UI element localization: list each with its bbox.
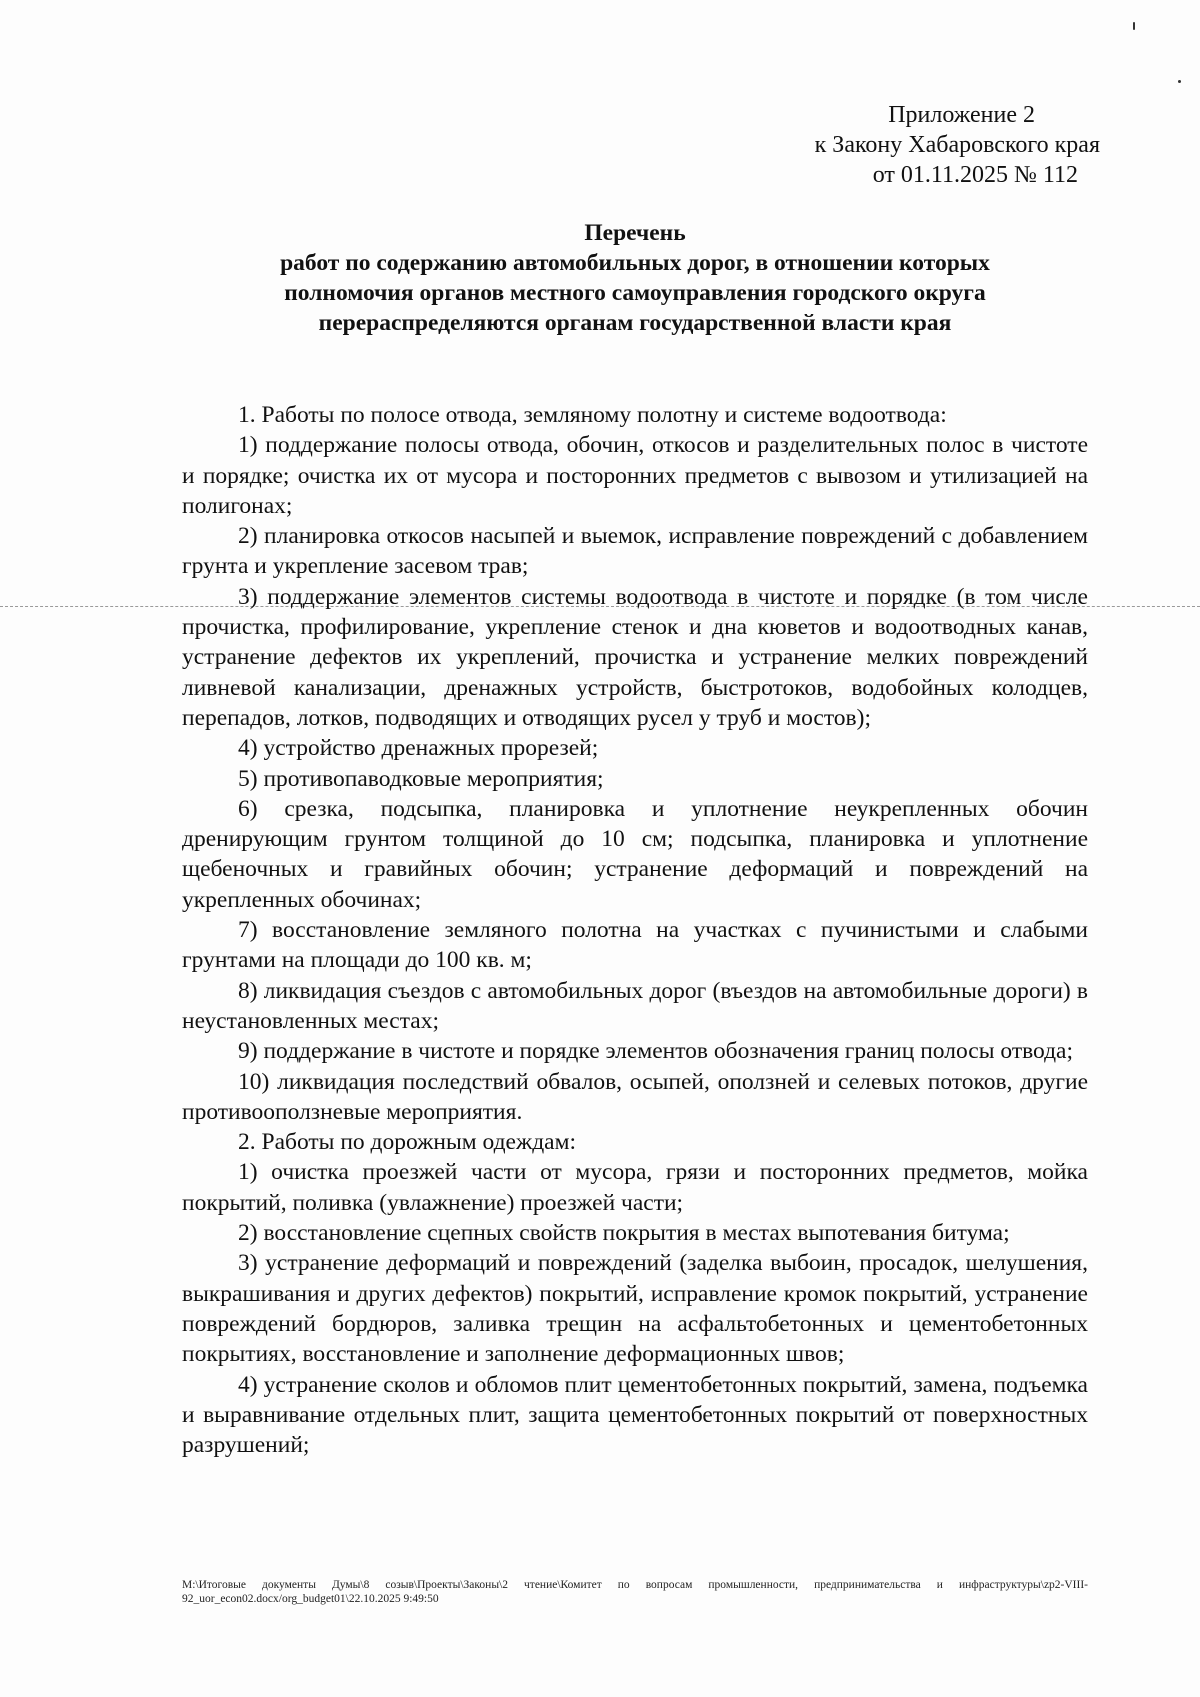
scan-speck — [1178, 80, 1181, 83]
list-item: 6) срезка, подсыпка, планировка и уплотнение неукрепленных обочин дренирующим грунтом толщиной до 10 см; подсыпка, планировка и уплотнение щебеночных и гравийных обочин; устранение деформаций и повреждений на укрепленных обочинах; — [182, 795, 1088, 913]
title-line: полномочия органов местного самоуправления городского округа — [284, 280, 986, 306]
title-line: работ по содержанию автомобильных дорог, в отношении которых — [280, 250, 990, 276]
list-item: 1) поддержание полосы отвода, обочин, откосов и разделительных полос в чистоте и порядке; очистка их от мусора и посторонних предметов с вывозом и утилизацией на полигонах; — [182, 432, 1088, 519]
section-heading: 1. Работы по полосе отвода, земляному полотну и системе водоотвода: — [238, 402, 947, 428]
title-line: перераспределяются органам государственной власти края — [318, 310, 952, 336]
document-body — [182, 400, 1088, 1460]
list-item: 10) ликвидация последствий обвалов, осыпей, оползней и селевых потоков, другие противооползневые мероприятия. — [182, 1068, 1088, 1125]
list-item: 7) восстановление земляного полотна на участках с пучинистыми и слабыми грунтами на площади до 100 кв. м; — [182, 917, 1088, 974]
list-item: 1) очистка проезжей части от мусора, грязи и посторонних предметов, мойка покрытий, поливка (увлажнение) проезжей части; — [182, 1159, 1088, 1216]
list-item: 2) планировка откосов насыпей и выемок, исправление повреждений с добавлением грунта и укрепление засевом трав; — [182, 523, 1088, 580]
list-item: 5) противопаводковые мероприятия; — [238, 765, 604, 792]
list-item: 8) ликвидация съездов с автомобильных дорог (въездов на автомобильные дороги) в неустановленных местах; — [182, 977, 1088, 1034]
section-heading: 2. Работы по дорожным одеждам: — [238, 1129, 576, 1156]
annex-header — [815, 100, 1100, 190]
list-item: 3) поддержание элементов системы водоотвода в чистоте и порядке (в том числе прочистка, профилирование, укрепление стенок и дна кюветов и водоотводных канав, устранение дефектов их укреплений, прочистка и устранение мелких повреждений ливневой канализации, дренажных устройств, быстротоков, водобойных колодцев, перепадов, лотков, подводящих и отводящих русел у труб и мостов); — [182, 583, 1088, 731]
list-item: 4) устройство дренажных прорезей; — [238, 735, 599, 762]
list-item: 2) восстановление сцепных свойств покрытия в местах выпотевания битума; — [238, 1220, 1010, 1247]
file-path-footer: М:\Итоговые документы Думы\8 созыв\Проекты\Законы\2 чтение\Комитет по вопросам промышленности, предпринимательства и инфраструктуры\zp2-VIII-92_uor_econ02.docx/org_budget01\22.10.2025 9:49:50 — [182, 1579, 1088, 1605]
list-item: 9) поддержание в чистоте и порядке элементов обозначения границ полосы отвода; — [238, 1038, 1074, 1065]
annex-law-date: от 01.11.2025 № 112 — [872, 162, 1078, 188]
annex-law-reference: к Закону Хабаровского края — [814, 132, 1100, 158]
title-heading: Перечень — [584, 220, 686, 246]
list-item: 3) устранение деформаций и повреждений (заделка выбоин, просадок, шелушения, выкрашивания и других дефектов) покрытий, исправление кромок покрытий, устранение повреждений бордюров, заливка трещин на асфальтобетонных и цементобетонных покрытиях, восстановление и заполнение деформационных швов; — [182, 1250, 1088, 1368]
document-title — [180, 218, 1090, 338]
annex-number: Приложение 2 — [888, 102, 1035, 128]
scan-speck — [1133, 22, 1135, 30]
list-item: 4) устранение сколов и обломов плит цементобетонных покрытий, замена, подъемка и выравнивание отдельных плит, защита цементобетонных покрытий от поверхностных разрушений; — [182, 1371, 1088, 1459]
